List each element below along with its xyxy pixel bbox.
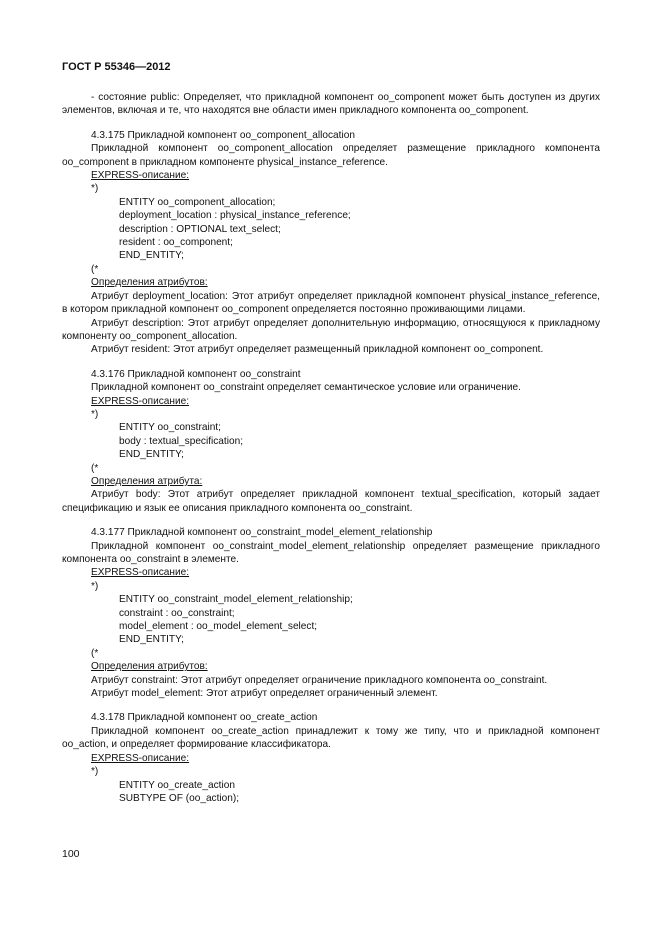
comment-close-marker: *) xyxy=(91,183,99,195)
attribute-definition: Атрибут model_element: Этот атрибут определяет ограниченный элемент. xyxy=(91,688,438,700)
attributes-label: Определения атрибутов: xyxy=(91,277,208,289)
section-description: Прикладной компонент oo_component_allocation определяет размещение прикладного компонента oo_component в прикладном компоненте physical_instance_reference. xyxy=(62,143,600,168)
code-line: ENTITY oo_create_action xyxy=(119,779,235,791)
attribute-definition: Атрибут deployment_location: Этот атрибут определяет прикладной компонент physical_instance_reference, в котором прикладной компонент oo_component определяется постоянно проживающими лицами. xyxy=(62,290,600,316)
attribute-definition: Атрибут resident: Этот атрибут определяет размещенный прикладной компонент oo_component. xyxy=(91,344,544,356)
comment-open-marker: (* xyxy=(91,263,99,275)
attributes-label: Определения атрибутов: xyxy=(91,661,208,673)
code-line: description : OPTIONAL text_select; xyxy=(119,223,281,235)
attribute-definition: Атрибут description: Этот атрибут определяет дополнительную информацию, относящуюся к прикладному компоненту oo_component_allocation. xyxy=(62,317,600,342)
code-line: SUBTYPE OF (oo_action); xyxy=(119,792,240,804)
express-label: EXPRESS-описание: xyxy=(91,395,190,407)
comment-close-marker: *) xyxy=(91,580,99,592)
code-line: ENTITY oo_constraint_model_element_relationship; xyxy=(119,594,353,606)
code-line: ENTITY oo_component_allocation; xyxy=(119,196,276,208)
express-label: EXPRESS-описание: xyxy=(91,170,190,182)
section-description: Прикладной компонент oo_constraint_model_element_relationship определяет размещение прикладного компонента oo_constraint в элементе. xyxy=(62,540,600,565)
code-line: END_ENTITY; xyxy=(119,250,184,262)
comment-close-marker: *) xyxy=(91,408,99,420)
code-line: END_ENTITY; xyxy=(119,449,184,461)
code-line: model_element : oo_model_element_select; xyxy=(119,621,318,633)
section-4-3-177 xyxy=(62,526,600,700)
code-line: constraint : oo_constraint; xyxy=(119,607,235,619)
page-number: 100 xyxy=(62,848,80,860)
code-line: resident : oo_component; xyxy=(119,237,233,249)
attribute-definition: Атрибут body: Этот атрибут определяет прикладной компонент textual_specification, который задает спецификацию и язык ее описания прикладного компонента oo_constraint. xyxy=(62,489,600,514)
attribute-definition: Атрибут constraint: Этот атрибут определяет ограничение прикладного компонента oo_constraint. xyxy=(91,674,548,686)
express-label: EXPRESS-описание: xyxy=(91,567,190,579)
code-line: ENTITY oo_constraint; xyxy=(119,422,221,434)
comment-open-marker: (* xyxy=(91,462,99,474)
section-4-3-178 xyxy=(62,711,600,805)
page-content xyxy=(62,91,600,805)
code-line: deployment_location : physical_instance_reference; xyxy=(119,210,351,222)
section-heading: 4.3.175 Прикладной компонент oo_component_allocation xyxy=(91,129,355,141)
section-heading: 4.3.178 Прикладной компонент oo_create_action xyxy=(91,712,318,724)
comment-close-marker: *) xyxy=(91,766,99,778)
attributes-label: Определения атрибута: xyxy=(91,475,203,487)
code-line: body : textual_specification; xyxy=(119,435,244,447)
section-description: Прикладной компонент oo_create_action принадлежит к тому же типу, что и прикладной компонент oo_action, и определяет формирование классификатора. xyxy=(62,725,600,751)
section-heading: 4.3.177 Прикладной компонент oo_constraint_model_element_relationship xyxy=(91,527,433,539)
intro-paragraph: - состояние public: Определяет, что прикладной компонент oo_component может быть доступен из других элементов, включая и те, что находятся вне области имен прикладного компонента oo_component. xyxy=(62,92,600,117)
code-line: END_ENTITY; xyxy=(119,634,184,646)
comment-open-marker: (* xyxy=(91,647,99,659)
section-4-3-176 xyxy=(62,368,600,515)
section-heading: 4.3.176 Прикладной компонент oo_constraint xyxy=(91,368,301,380)
section-description: Прикладной компонент oo_constraint определяет семантическое условие или ограничение. xyxy=(91,382,521,394)
section-4-3-175 xyxy=(62,129,600,357)
document-header: ГОСТ Р 55346—2012 xyxy=(62,61,171,73)
express-label: EXPRESS-описание: xyxy=(91,752,190,764)
